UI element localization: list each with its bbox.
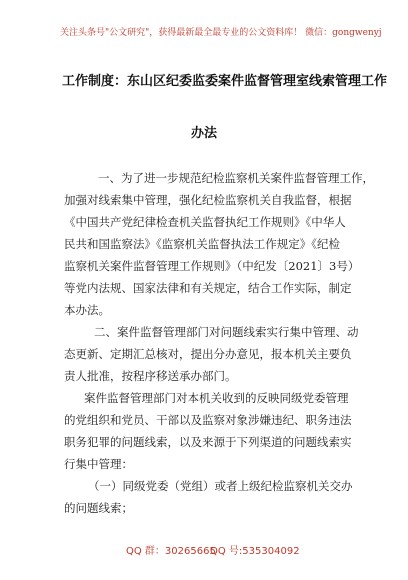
document-title-continued: 办法: [190, 126, 217, 141]
paragraph-1-line: 等党内法规、国家法律和有关规定，结合工作实际，制定: [64, 281, 352, 295]
paragraph-3-line: 职务犯罪的问题线索，以及来源于下列渠道的问题线索实: [64, 435, 352, 449]
paragraph-1-line: 一、为了进一步规范纪检监察机关案件监督管理工作，: [98, 171, 374, 185]
paragraph-3-line: 的党组织和党员、干部以及监察对象涉嫌违纪、职务违法: [64, 413, 352, 427]
paragraph-1-line: 加强对线索集中管理，强化纪检监察机关自我监督，根据: [64, 193, 352, 207]
header-banner: 关注头条号"公文研究"，获得最新最全最专业的公文资料库！ 微信：gongwenyj: [60, 28, 382, 38]
paragraph-2-line: 二、案件监督管理部门对问题线索实行集中管理、动: [94, 325, 359, 339]
paragraph-3-line: 行集中管理：: [64, 457, 133, 471]
footer-qq-group: QQ 群：30265665: [126, 546, 216, 557]
paragraph-1-line: 《中国共产党纪律检查机关监督执纪工作规则》《中华人: [64, 215, 346, 229]
paragraph-4-line: 的问题线索；: [64, 501, 133, 515]
paragraph-2-line: 责人批准，按程序移送承办部门。: [64, 369, 237, 383]
paragraph-4-line: （一）同级党委（党组）或者上级纪检监察机关交办: [88, 479, 353, 493]
paragraph-1-line: 本办法。: [64, 303, 110, 317]
paragraph-1-line: 民共和国监察法》《监察机关监督执法工作规定》《纪检: [64, 237, 340, 251]
paragraph-2-line: 态更新、定期汇总核对，提出分办意见，报本机关主要负: [64, 347, 352, 361]
document-title: 工作制度：东山区纪委监委案件监督管理室线索管理工作: [62, 74, 388, 89]
paragraph-1-line: 监察机关案件监督管理工作规则》（中纪发〔2021〕3号）: [64, 259, 360, 273]
footer-qq-number: QQ 号:535304092: [210, 546, 300, 557]
paragraph-3-line: 案件监督管理部门对本机关收到的反映同级党委管理: [84, 391, 349, 405]
